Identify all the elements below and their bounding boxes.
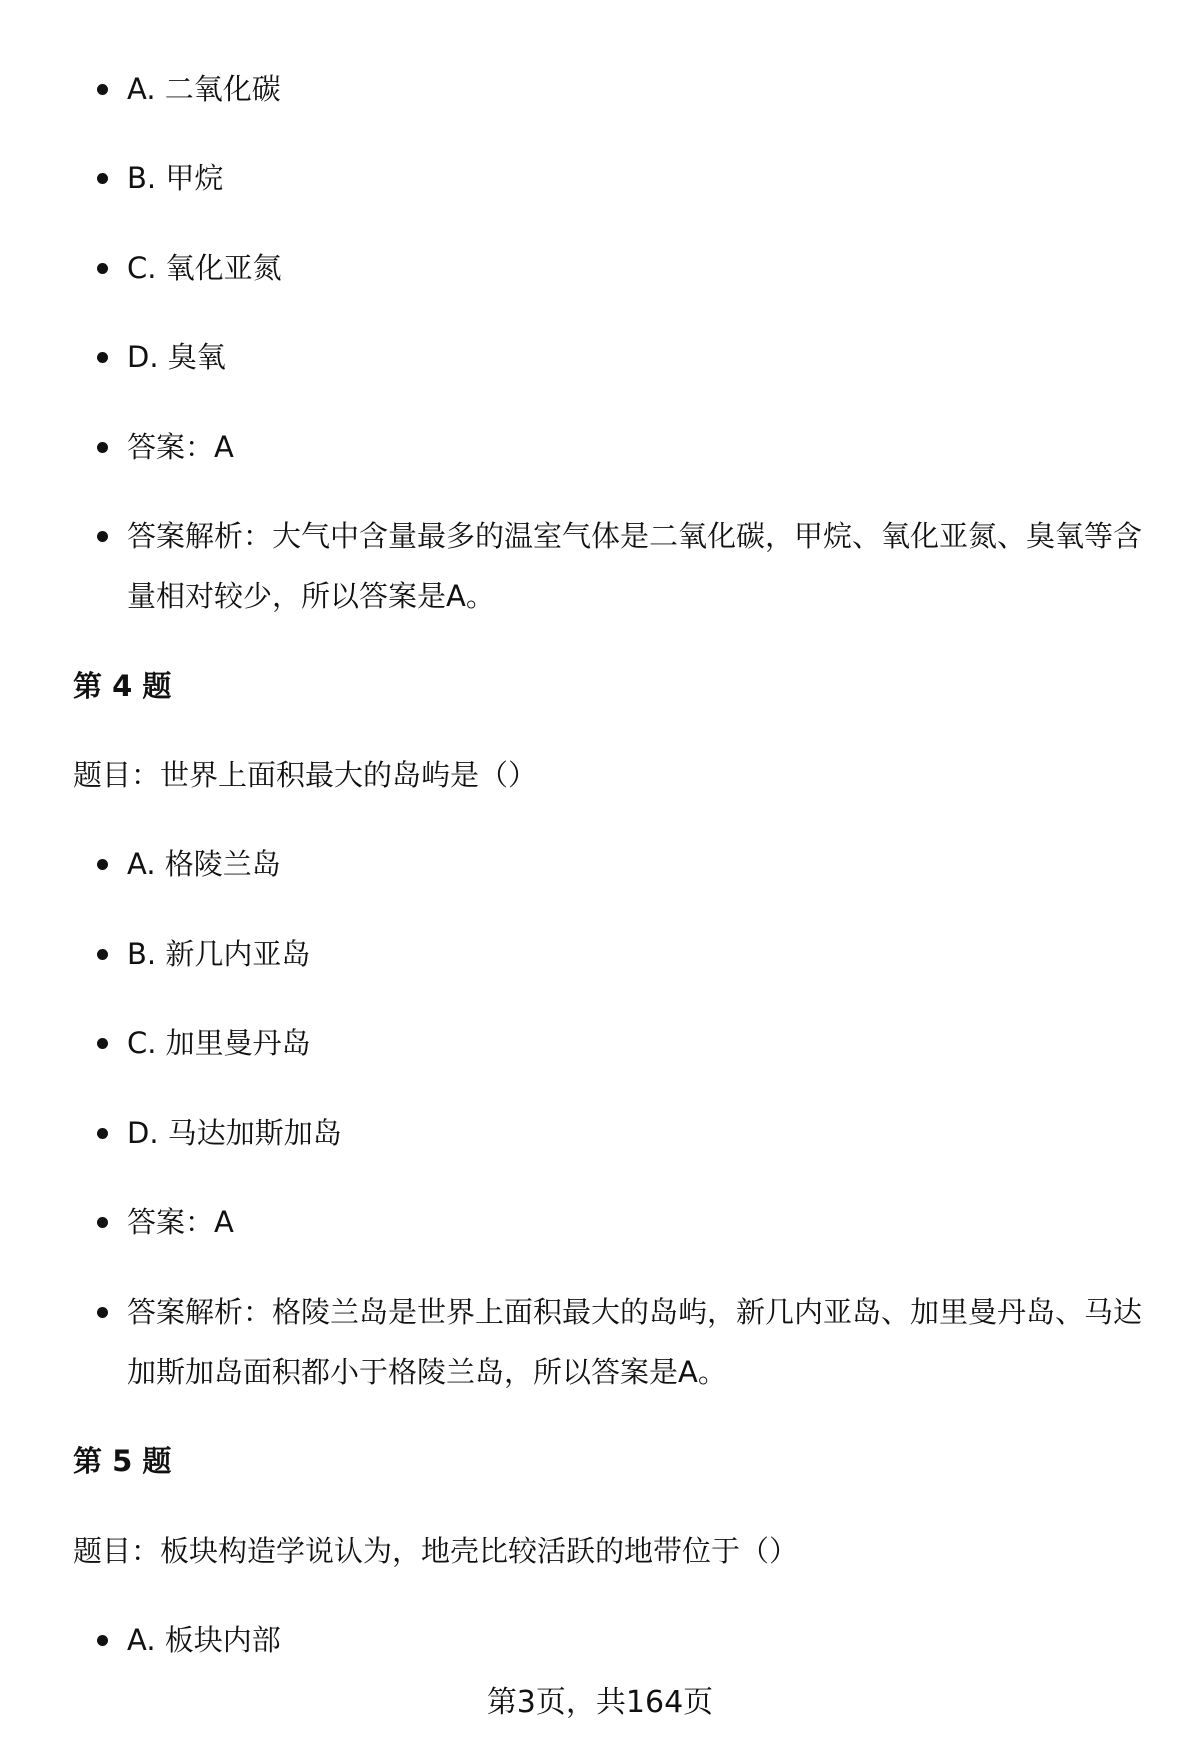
question-heading: 第 4 题 xyxy=(73,669,172,703)
bullet-icon xyxy=(97,84,108,95)
bullet-icon xyxy=(97,263,108,274)
option-text: C. 加里曼丹岛 xyxy=(127,1026,311,1060)
option-text: D. 马达加斯加岛 xyxy=(127,1116,342,1150)
bullet-icon xyxy=(97,531,108,542)
bullet-icon xyxy=(97,859,108,870)
bullet-icon xyxy=(97,1635,108,1646)
bullet-icon xyxy=(97,1128,108,1139)
bullet-icon xyxy=(97,1217,108,1228)
explanation-text: 答案解析：大气中含量最多的温室气体是二氧化碳，甲烷、氧化亚氮、臭氧等含量相对较少，所以答案是A。 xyxy=(127,519,1143,613)
bullet-icon xyxy=(97,1307,108,1318)
option-text: A. 板块内部 xyxy=(127,1623,281,1657)
option-text: D. 臭氧 xyxy=(127,340,226,374)
option-text: A. 二氧化碳 xyxy=(127,72,281,106)
option-text: A. 格陵兰岛 xyxy=(127,847,281,881)
bullet-icon xyxy=(97,949,108,960)
question-heading: 第 5 题 xyxy=(73,1444,172,1478)
option-text: B. 新几内亚岛 xyxy=(127,937,311,971)
question-prompt: 题目：板块构造学说认为，地壳比较活跃的地带位于（） xyxy=(73,1534,799,1568)
bullet-icon xyxy=(97,173,108,184)
explanation-text: 答案解析：格陵兰岛是世界上面积最大的岛屿，新几内亚岛、加里曼丹岛、马达加斯加岛面积都小于格陵兰岛，所以答案是A。 xyxy=(127,1295,1143,1389)
question-prompt: 题目：世界上面积最大的岛屿是（） xyxy=(73,758,538,792)
bullet-icon xyxy=(97,352,108,363)
option-text: B. 甲烷 xyxy=(127,161,224,195)
answer-text: 答案：A xyxy=(127,430,234,464)
answer-text: 答案：A xyxy=(127,1205,234,1239)
option-text: C. 氧化亚氮 xyxy=(127,251,282,285)
bullet-icon xyxy=(97,1038,108,1049)
bullet-icon xyxy=(97,442,108,453)
page-number: 第3页，共164页 xyxy=(486,1685,714,1720)
